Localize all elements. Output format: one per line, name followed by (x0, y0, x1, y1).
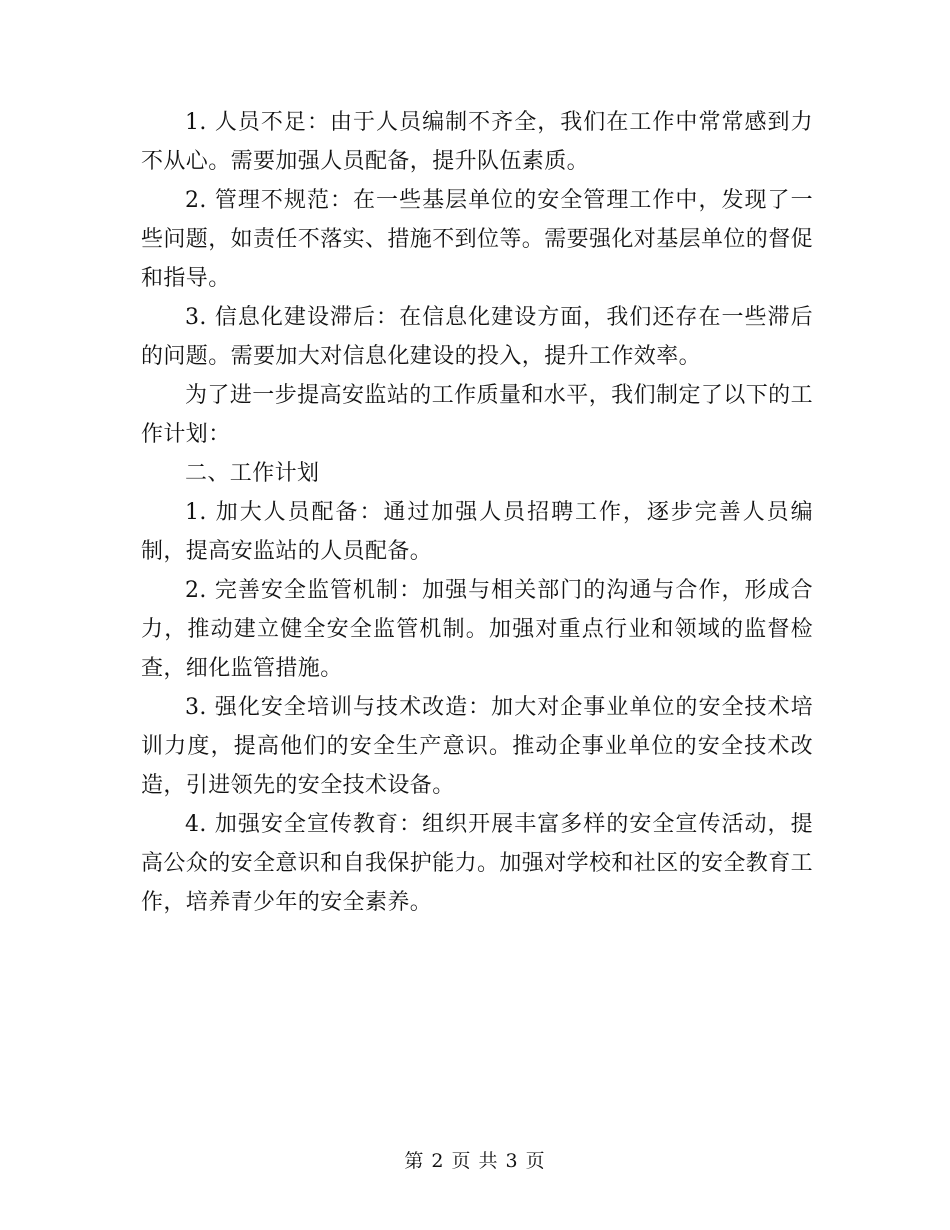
section-heading-work-plan: 二、工作计划 (185, 461, 320, 486)
paragraph-plan-intro: 为了进一步提高安监站的工作质量和水平，我们制定了以下的工作计划： (141, 383, 813, 447)
paragraph-staff-shortage: 1. 人员不足：由于人员编制不齐全，我们在工作中常常感到力不从心。需要加强人员配备，提升队伍素质。 (141, 110, 813, 174)
paragraph-informatization: 3. 信息化建设滞后：在信息化建设方面，我们还存在一些滞后的问题。需要加大对信息化建设的投入，提升工作效率。 (141, 305, 813, 369)
paragraph-plan-supervision: 2. 完善安全监管机制：加强与相关部门的沟通与合作，形成合力，推动建立健全安全监管机制。加强对重点行业和领域的监督检查，细化监管措施。 (141, 578, 813, 681)
document-body (141, 103, 813, 922)
paragraph-plan-training: 3. 强化安全培训与技术改造：加大对企事业单位的安全技术培训力度，提高他们的安全生产意识。推动企事业单位的安全技术改造，引进领先的安全技术设备。 (141, 695, 813, 798)
paragraph-plan-staffing: 1. 加大人员配备：通过加强人员招聘工作，逐步完善人员编制，提高安监站的人员配备。 (141, 500, 813, 564)
paragraph-plan-education: 4. 加强安全宣传教育：组织开展丰富多样的安全宣传活动，提高公众的安全意识和自我保护能力。加强对学校和社区的安全教育工作，培养青少年的安全素养。 (141, 812, 814, 915)
page-number-footer: 第 2 页 共 3 页 (404, 1150, 546, 1172)
paragraph-management: 2. 管理不规范：在一些基层单位的安全管理工作中，发现了一些问题，如责任不落实、措施不到位等。需要强化对基层单位的督促和指导。 (141, 188, 814, 291)
